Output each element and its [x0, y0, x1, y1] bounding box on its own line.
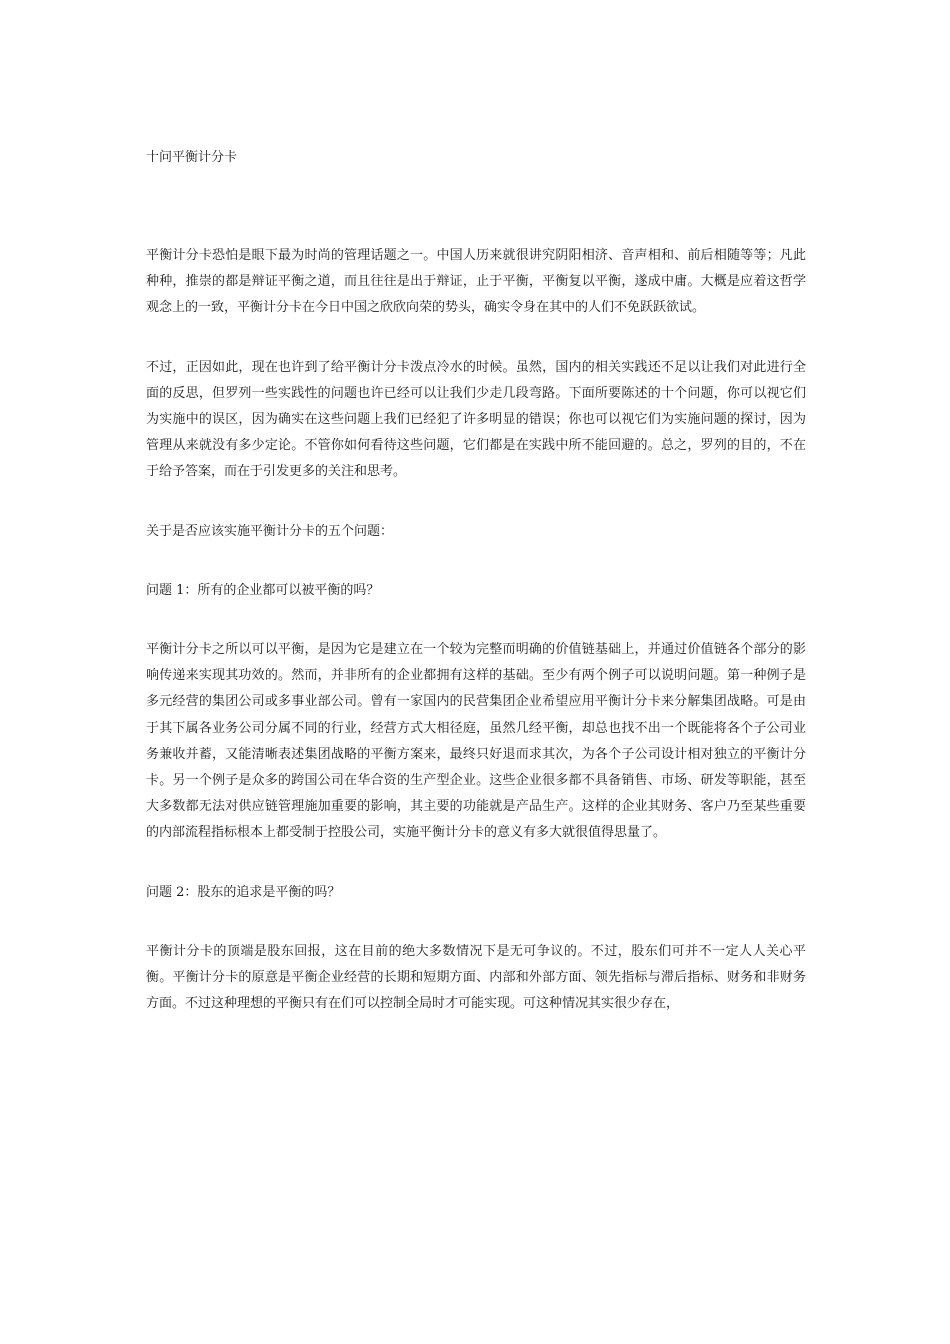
- paragraph-caveat: 不过，正因如此，现在也许到了给平衡计分卡泼点冷水的时候。虽然，国内的相关实践还不足以让我们对此进行全面的反思，但罗列一些实践性的问题也许已经可以让我们少走几段弯路。下面所要陈述的十个问题，你可以视它们为实施中的误区，因为确实在这些问题上我们已经犯了许多明显的错误；你也可以视它们为实施问题的探讨，因为管理从来就没有多少定论。不管你如何看待这些问题，它们都是在实践中所不能回避的。总之，罗列的目的，不在于给予答案，而在于引发更多的关注和思考。: [146, 359, 806, 480]
- question-1-heading: 问题 1：所有的企业都可以被平衡的吗？: [146, 582, 380, 598]
- document-title: 十问平衡计分卡: [146, 150, 238, 165]
- document-body: [146, 243, 806, 1017]
- question-2-heading: 问题 2：股东的追求是平衡的吗？: [146, 884, 341, 900]
- section-heading: 关于是否应该实施平衡计分卡的五个问题：: [146, 523, 394, 539]
- question-2-answer: 平衡计分卡的顶端是股东回报，这在目前的绝大多数情况下是无可争议的。不过，股东们可并不一定人人关心平衡。平衡计分卡的原意是平衡企业经营的长期和短期方面、内部和外部方面、领先指标与滞后指标、财务和非财务方面。不过这种理想的平衡只有在们可以控制全局时才可能实现。可这种情况其实很少存在，: [146, 943, 806, 1012]
- question-1-answer: 平衡计分卡之所以可以平衡，是因为它是建立在一个较为完整而明确的价值链基础上，并通过价值链各个部分的影响传递来实现其功效的。然而，并非所有的企业都拥有这样的基础。至少有两个例子可以说明问题。第一种例子是多元经营的集团公司或多事业部公司。曾有一家国内的民营集团企业希望应用平衡计分卡来分解集团战略。可是由于其下属各业务公司分属不同的行业，经营方式大相径庭，虽然几经平衡，却总也找不出一个既能将各个子公司业务兼收并蓄，又能清晰表述集团战略的平衡方案来，最终只好退而求其次，为各个子公司设计相对独立的平衡计分卡。另一个例子是众多的跨国公司在华合资的生产型企业。这些企业很多都不具备销售、市场、研发等职能，甚至大多数都无法对供应链管理施加重要的影响，其主要的功能就是产品生产。这样的企业其财务、客户乃至某些重要的内部流程指标根本上都受制于控股公司，实施平衡计分卡的意义有多大就很值得思量了。: [146, 642, 806, 841]
- paragraph-intro: 平衡计分卡恐怕是眼下最为时尚的管理话题之一。中国人历来就很讲究阴阳相济、音声相和、前后相随等等；凡此种种，推崇的都是辩证平衡之道，而且往往是出于辩证，止于平衡，平衡复以平衡，遂成中庸。大概是应着这哲学观念上的一致，平衡计分卡在今日中国之欣欣向荣的势头，确实令身在其中的人们不免跃跃欲试。: [146, 248, 806, 316]
